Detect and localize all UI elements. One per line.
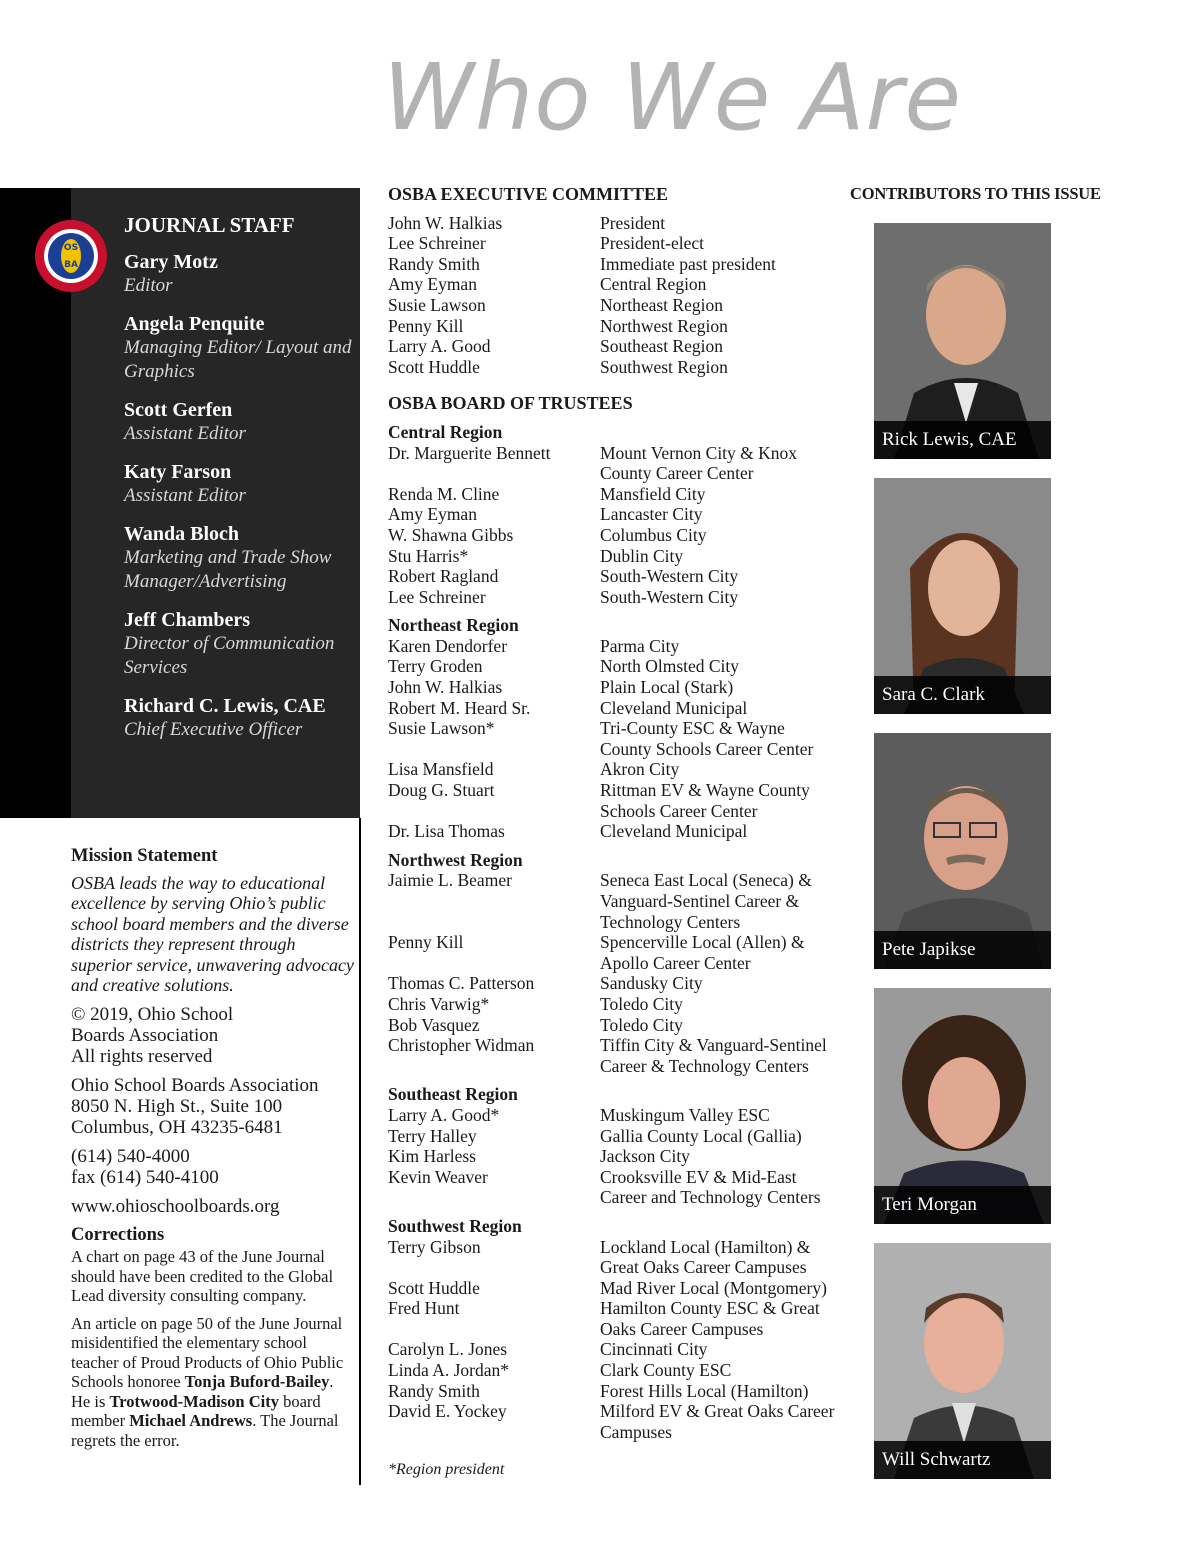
staff-role: Marketing and Trade Show Manager/Advertising: [124, 547, 332, 592]
trustee-row: [388, 546, 838, 567]
exec-row: [388, 254, 838, 275]
trustee-name: Scott Huddle: [388, 1277, 480, 1298]
trustee-name: Terry Groden: [388, 656, 483, 677]
trustee-row: [388, 1126, 838, 1147]
staff-name: Wanda Bloch: [124, 523, 240, 545]
trustee-name: Dr. Marguerite Bennett: [388, 442, 551, 463]
member-office: President-elect: [600, 233, 704, 254]
trustee-row: [388, 1278, 838, 1299]
trustees-heading: OSBA BOARD OF TRUSTEES: [388, 393, 633, 414]
staff-name: Scott Gerfen: [124, 399, 233, 421]
contributor-photo: [874, 223, 1051, 459]
trustee-district: Sandusky City: [600, 973, 703, 994]
trustee-row: [388, 443, 838, 484]
mission-heading: Mission Statement: [71, 846, 218, 866]
trustee-district: Hamilton County ESC & Great Oaks Career Campuses: [600, 1298, 820, 1339]
corrections-paragraph: [71, 1314, 356, 1451]
contributor-name: Rick Lewis, CAE: [874, 421, 1051, 459]
trustee-district: Spencerville Local (Allen) & Apollo Career Center: [600, 932, 805, 973]
trustee-district: Lancaster City: [600, 504, 703, 525]
trustee-row: [388, 1035, 838, 1076]
trustee-district: North Olmsted City: [600, 656, 740, 677]
trustee-name: Fred Hunt: [388, 1298, 460, 1319]
phone-line: (614) 540-4000: [71, 1145, 190, 1167]
trustee-row: [388, 656, 838, 677]
trustee-row: [388, 1401, 838, 1442]
exec-row: [388, 274, 838, 295]
trustee-name: W. Shawna Gibbs: [388, 524, 514, 545]
member-name: Penny Kill: [388, 315, 464, 336]
corrections-text: . He is: [71, 1372, 334, 1411]
svg-text:BA: BA: [64, 260, 78, 270]
staff-role: Editor: [124, 275, 173, 296]
exec-committee-list: [388, 213, 838, 378]
member-office: Central Region: [600, 274, 707, 295]
trustee-row: [388, 1381, 838, 1402]
trustee-row: [388, 994, 838, 1015]
member-name: John W. Halkias: [388, 212, 503, 233]
member-office: Northwest Region: [600, 315, 728, 336]
copyright: [71, 1004, 356, 1067]
trustee-name: Robert M. Heard Sr.: [388, 697, 531, 718]
osba-logo: [34, 219, 108, 293]
trustee-district: Tiffin City & Vanguard-Sentinel Career & Technology Centers: [600, 1035, 827, 1076]
staff-name: Gary Motz: [124, 251, 218, 273]
corrections-bold: Michael Andrews: [129, 1411, 253, 1430]
trustee-row: [388, 587, 838, 608]
trustee-row: [388, 1360, 838, 1381]
trustee-district: Seneca East Local (Seneca) & Vanguard-Sentinel Career & Technology Centers: [600, 870, 812, 932]
journal-staff-heading: JOURNAL STAFF: [124, 213, 295, 237]
contributors-heading: CONTRIBUTORS TO THIS ISSUE: [850, 184, 1101, 203]
staff-name: Katy Farson: [124, 461, 232, 483]
exec-row: [388, 233, 838, 254]
copyright-line: © 2019, Ohio School: [71, 1003, 234, 1025]
staff-role: Director of Communication Services: [124, 633, 335, 678]
trustee-district: Dublin City: [600, 545, 684, 566]
staff-name: Richard C. Lewis, CAE: [124, 695, 326, 717]
trustee-row: [388, 1298, 838, 1339]
trustee-district: Cleveland Municipal: [600, 697, 748, 718]
footnote: *Region president: [388, 1461, 505, 1479]
trustee-row: [388, 1167, 838, 1208]
corrections-text: An article on page 50 of the June Journal misidentified the elementary school teacher of Proud Products of Ohio Public Schools honoree: [71, 1313, 344, 1391]
trustee-name: Larry A. Good*: [388, 1104, 500, 1125]
region-heading: Southeast Region: [388, 1084, 518, 1105]
trustee-row: [388, 1015, 838, 1036]
trustee-row: [388, 504, 838, 525]
trustee-row: [388, 484, 838, 505]
trustee-name: Carolyn L. Jones: [388, 1339, 508, 1360]
svg-text:OS: OS: [63, 243, 79, 253]
member-name: Susie Lawson: [388, 294, 486, 315]
trustee-name: Lee Schreiner: [388, 586, 486, 607]
member-name: Amy Eyman: [388, 274, 477, 295]
region-heading: Northeast Region: [388, 615, 519, 636]
trustee-name: Thomas C. Patterson: [388, 973, 535, 994]
corrections-paragraph: A chart on page 43 of the June Journal should have been credited to the Global Lead diversity consulting company.: [71, 1247, 334, 1305]
phone: [71, 1146, 356, 1188]
exec-row: [388, 336, 838, 357]
staff-member: [124, 522, 354, 594]
staff-name: Angela Penquite: [124, 313, 265, 335]
trustee-district: Muskingum Valley ESC: [600, 1104, 770, 1125]
trustee-row: [388, 821, 838, 842]
column-divider: [359, 818, 361, 1485]
trustee-name: Kevin Weaver: [388, 1166, 488, 1187]
copyright-line: All rights reserved: [71, 1045, 213, 1067]
trustee-name: Susie Lawson*: [388, 718, 495, 739]
trustee-row: [388, 636, 838, 657]
trustee-district: Rittman EV & Wayne County Schools Career Center: [600, 780, 810, 821]
trustee-district: Clark County ESC: [600, 1360, 732, 1381]
fax-line: fax (614) 540-4100: [71, 1166, 219, 1188]
staff-member: [124, 608, 354, 680]
trustee-district: Columbus City: [600, 524, 707, 545]
trustee-district: Toledo City: [600, 1014, 683, 1035]
trustee-district: Akron City: [600, 759, 680, 780]
mission-text: OSBA leads the way to educational excellence by serving Ohio’s public school board members and the diverse districts they represent through superior service, unwavering advocacy and creative solutions.: [71, 872, 354, 995]
trustee-district: South-Western City: [600, 586, 739, 607]
corrections-bold: Tonja Buford-Bailey: [184, 1372, 330, 1391]
region-heading: Northwest Region: [388, 849, 523, 870]
member-name: Larry A. Good: [388, 336, 491, 357]
staff-member: [124, 250, 354, 298]
member-office: President: [600, 212, 666, 233]
trustee-row: [388, 932, 838, 973]
page-title: Who We Are: [383, 44, 962, 151]
staff-role: Managing Editor/ Layout and Graphics: [124, 337, 352, 382]
trustees-list: [388, 422, 838, 1443]
address-line: Ohio School Boards Association: [71, 1074, 319, 1096]
trustee-name: Christopher Widman: [388, 1035, 535, 1056]
trustee-row: [388, 1339, 838, 1360]
trustee-district: Gallia County Local (Gallia): [600, 1125, 802, 1146]
region-heading: Southwest Region: [388, 1215, 522, 1236]
trustee-district: Jackson City: [600, 1146, 690, 1167]
trustee-row: [388, 759, 838, 780]
member-office: Southeast Region: [600, 336, 723, 357]
staff-name: Jeff Chambers: [124, 609, 251, 631]
trustee-row: [388, 973, 838, 994]
trustee-district: Mad River Local (Montgomery): [600, 1277, 827, 1298]
trustee-row: [388, 1146, 838, 1167]
trustee-name: Kim Harless: [388, 1146, 476, 1167]
trustee-name: Doug G. Stuart: [388, 780, 495, 801]
member-office: Northeast Region: [600, 294, 723, 315]
trustee-district: Forest Hills Local (Hamilton): [600, 1380, 809, 1401]
address: [71, 1075, 356, 1138]
contributor-photo: [874, 478, 1051, 714]
member-name: Scott Huddle: [388, 356, 480, 377]
trustee-row: [388, 1105, 838, 1126]
staff-member: [124, 694, 354, 742]
trustee-row: [388, 780, 838, 821]
trustee-name: Lisa Mansfield: [388, 759, 494, 780]
trustee-district: Parma City: [600, 635, 680, 656]
corrections-text: . The Journal regrets the error.: [71, 1411, 339, 1450]
trustee-district: Lockland Local (Hamilton) & Great Oaks Career Campuses: [600, 1236, 811, 1278]
staff-role: Assistant Editor: [124, 485, 246, 506]
contributor-photo: [874, 1243, 1051, 1479]
trustee-name: Stu Harris*: [388, 545, 469, 566]
trustee-district: Milford EV & Great Oaks Career Campuses: [600, 1401, 835, 1442]
trustee-name: Jaimie L. Beamer: [388, 870, 512, 891]
trustee-name: Penny Kill: [388, 932, 464, 953]
corrections-heading: Corrections: [71, 1224, 165, 1245]
trustee-row: [388, 1237, 838, 1278]
staff-role: Chief Executive Officer: [124, 719, 303, 740]
trustee-row: [388, 718, 838, 759]
exec-row: [388, 357, 838, 378]
copyright-line: Boards Association: [71, 1024, 219, 1046]
contributor-photo: [874, 733, 1051, 969]
trustee-name: Terry Gibson: [388, 1236, 481, 1257]
trustee-name: Terry Halley: [388, 1125, 477, 1146]
address-line: Columbus, OH 43235-6481: [71, 1116, 283, 1138]
member-name: Randy Smith: [388, 253, 480, 274]
website-link[interactable]: www.ohioschoolboards.org: [71, 1195, 280, 1217]
trustee-name: Bob Vasquez: [388, 1014, 480, 1035]
trustee-district: Cleveland Municipal: [600, 821, 748, 842]
trustee-row: [388, 525, 838, 546]
trustee-district: Toledo City: [600, 993, 683, 1014]
trustee-district: Tri-County ESC & Wayne County Schools Career Center: [600, 718, 814, 759]
corrections-text: board member: [71, 1391, 321, 1430]
trustee-name: Dr. Lisa Thomas: [388, 821, 505, 842]
trustee-name: Chris Varwig*: [388, 993, 490, 1014]
trustee-row: [388, 566, 838, 587]
trustee-row: [388, 870, 838, 932]
trustee-name: Robert Ragland: [388, 566, 499, 587]
contributor-photo: [874, 988, 1051, 1224]
trustee-row: [388, 698, 838, 719]
committee-column: [388, 184, 838, 1481]
exec-committee-heading: OSBA EXECUTIVE COMMITTEE: [388, 184, 669, 204]
trustee-name: Linda A. Jordan*: [388, 1360, 510, 1381]
trustee-district: South-Western City: [600, 566, 739, 587]
member-office: Southwest Region: [600, 356, 728, 377]
member-office: Immediate past president: [600, 253, 776, 274]
trustee-row: [388, 677, 838, 698]
corrections-bold: Trotwood-Madison City: [109, 1391, 279, 1411]
exec-row: [388, 213, 838, 234]
staff-role: Assistant Editor: [124, 423, 246, 444]
trustee-district: Mansfield City: [600, 483, 706, 504]
contributor-name: Sara C. Clark: [874, 676, 1051, 714]
trustee-district: Mount Vernon City & Knox County Career Center: [600, 442, 798, 484]
staff-member: [124, 312, 354, 384]
mission-section: [71, 846, 356, 1458]
region-heading: Central Region: [388, 421, 503, 442]
trustee-name: David E. Yockey: [388, 1401, 507, 1422]
trustee-name: Renda M. Cline: [388, 483, 500, 504]
trustee-name: Karen Dendorfer: [388, 635, 508, 656]
trustee-district: Crooksville EV & Mid-East Career and Technology Centers: [600, 1166, 821, 1208]
contributor-name: Will Schwartz: [874, 1441, 1051, 1479]
trustee-name: Randy Smith: [388, 1380, 480, 1401]
contributor-name: Pete Japikse: [874, 931, 1051, 969]
exec-row: [388, 316, 838, 337]
trustee-district: Cincinnati City: [600, 1339, 708, 1360]
staff-member: [124, 398, 354, 446]
journal-staff: [124, 213, 354, 756]
member-name: Lee Schreiner: [388, 233, 486, 254]
address-line: 8050 N. High St., Suite 100: [71, 1095, 283, 1117]
trustee-name: John W. Halkias: [388, 677, 503, 698]
trustee-district: Plain Local (Stark): [600, 677, 734, 698]
staff-member: [124, 460, 354, 508]
contributor-name: Teri Morgan: [874, 1186, 1051, 1224]
trustee-name: Amy Eyman: [388, 504, 477, 525]
exec-row: [388, 295, 838, 316]
